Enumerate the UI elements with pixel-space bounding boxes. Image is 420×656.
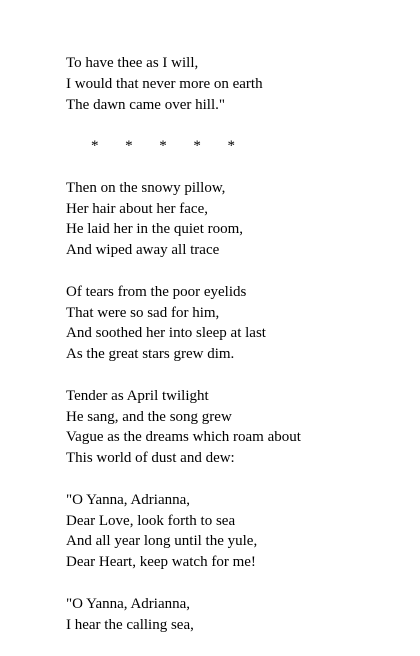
- asterisk-glyph: *: [159, 138, 167, 155]
- poem-line: I would that never more on earth: [66, 75, 263, 92]
- poem-line: "O Yanna, Adrianna,: [66, 491, 191, 508]
- poem-line: Then on the snowy pillow,: [66, 179, 226, 196]
- poem-line: And all year long until the yule,: [66, 533, 258, 550]
- poem-line: Dear Heart, keep watch for me!: [66, 554, 256, 571]
- poem-line: Vague as the dreams which roam about: [66, 429, 301, 446]
- poem-line: And soothed her into sleep at last: [66, 325, 266, 342]
- asterisk-glyph: *: [91, 138, 99, 155]
- stanza-3: [66, 282, 396, 365]
- poem-line: He laid her in the quiet room,: [66, 221, 244, 238]
- asterisk-glyph: *: [125, 138, 133, 155]
- poem-line: And wiped away all trace: [66, 242, 220, 259]
- poem-line: Her hair about her face,: [66, 200, 209, 217]
- poem-line: Dear Love, look forth to sea: [66, 512, 236, 529]
- asterisk-glyph: *: [193, 138, 201, 155]
- stanza-6: [66, 594, 396, 636]
- poem-line: This world of dust and dew:: [66, 450, 235, 467]
- poem-line: "O Yanna, Adrianna,: [66, 595, 191, 612]
- poem-line: Tender as April twilight: [66, 387, 209, 404]
- poem-line: To have thee as I will,: [66, 55, 199, 71]
- poem-line: Of tears from the poor eyelids: [66, 283, 247, 300]
- poem-line: He sang, and the song grew: [66, 408, 232, 425]
- poem-line: I hear the calling sea,: [66, 616, 194, 633]
- poem-line: The dawn came over hill.": [66, 96, 225, 113]
- stanza-2: [66, 178, 396, 261]
- poem-line: As the great stars grew dim.: [66, 346, 235, 363]
- stanza-5: [66, 490, 396, 573]
- poem-text: [66, 53, 396, 656]
- poem-line: That were so sad for him,: [66, 304, 220, 321]
- section-divider: [91, 136, 235, 157]
- asterisk-glyph: *: [227, 138, 235, 155]
- stanza-4: [66, 386, 396, 469]
- stanza-1: [66, 53, 396, 115]
